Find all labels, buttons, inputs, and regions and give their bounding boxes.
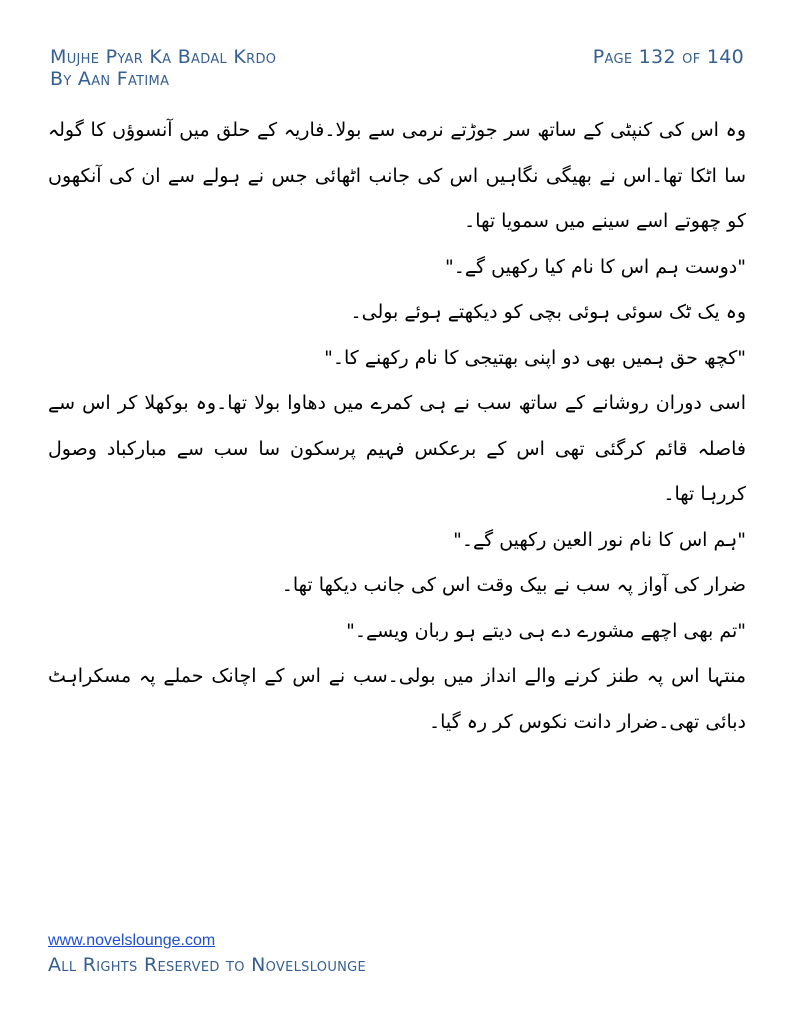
website-link[interactable]: www.novelslounge.com [48,932,216,949]
novel-text [48,108,746,745]
paragraph: منتہا اس پہ طنز کرنے والے انداز میں بولی۔سب نے اس کے اچانک حملے پہ مسکراہٹ دبائی تھی۔ضرار دانت نکوس کر رہ گیا۔ [48,665,746,733]
author-name: By Aan Fatima [50,68,170,90]
page-indicator: Page 132 of 140 [592,46,744,68]
dialogue-line: "ہم اس کا نام نور العین رکھیں گے۔" [453,528,746,551]
paragraph: وہ یک ٹک سوئی ہوئی بچی کو دیکھتے ہوئے بولی۔ [350,301,746,323]
novel-title: Mujhe Pyar Ka Badal Krdo [50,46,277,68]
paragraph: وہ اس کی کنپٹی کے ساتھ سر جوڑتے نرمی سے بولا۔فاریہ کے حلق میں آنسوؤں کا گولہ سا اٹکا تھا۔اس نے بھیگی نگاہیں اس کی جانب اٹھائی جس نے ہولے سے ان کی آنکھوں کو چھوتے اسے سینے میں سمویا تھا۔ [48,119,746,232]
dialogue-line: "تم بھی اچھے مشورے دے ہی دیتے ہو ربان ویسے۔" [346,619,746,642]
dialogue-line: "کچھ حق ہمیں بھی دو اپنی بھتیجی کا نام رکھنے کا۔" [324,346,746,369]
dialogue-line: "دوست ہم اس کا نام کیا رکھیں گے۔" [445,255,746,278]
paragraph: ضرار کی آواز پہ سب نے بیک وقت اس کی جانب دیکھا تھا۔ [281,574,746,596]
rights-notice: All Rights Reserved to Novelslounge [48,954,367,976]
paragraph: اسی دوران روشانے کے ساتھ سب نے ہی کمرے میں دھاوا بولا تھا۔وہ بوکھلا کر اس سے فاصلہ قائم کرگئی تھی اس کے برعکس فہیم پرسکون سا سب سے مبارکباد وصول کررہا تھا۔ [48,392,746,505]
